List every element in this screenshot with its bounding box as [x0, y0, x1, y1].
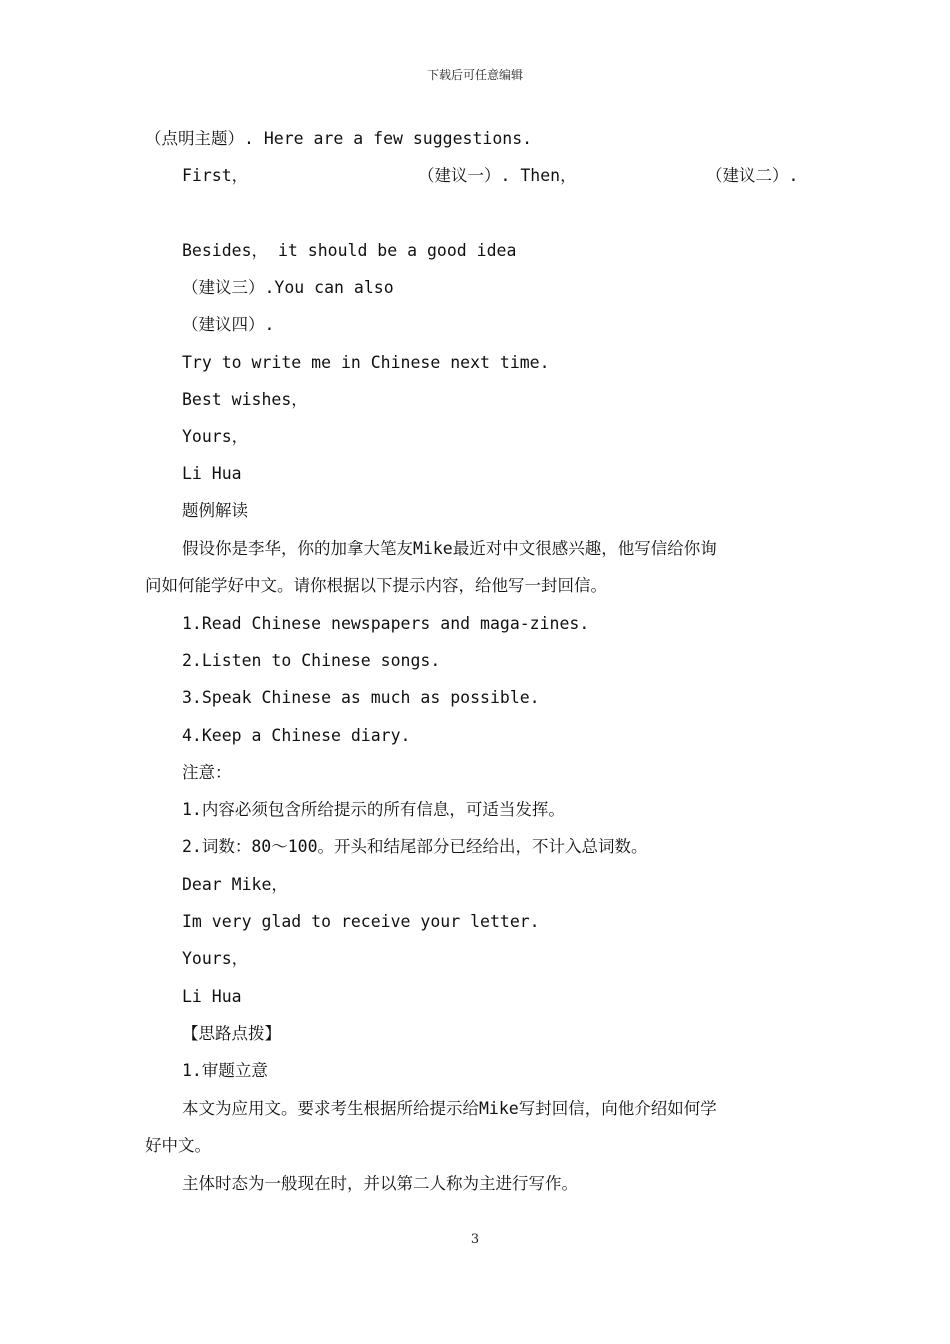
analysis-subheading: 1.审题立意	[182, 1061, 268, 1080]
letter-opening: Im very glad to receive your letter.	[182, 912, 540, 931]
analysis-heading: 【思路点拨】	[182, 1024, 281, 1043]
template-line-suggestion-4: （建议四）.	[182, 315, 275, 334]
letter-closing: Yours，	[182, 949, 249, 968]
tip-item: 1.Read Chinese newspapers and maga-zines.	[182, 614, 590, 633]
tip-item: 2.Listen to Chinese songs.	[182, 651, 441, 670]
page-header: 下载后可任意编辑	[426, 68, 523, 82]
template-line-first: First，	[182, 166, 249, 185]
template-line-topic: （点明主题）. Here are a few suggestions.	[145, 129, 533, 148]
note-item: 2.词数：80～100。开头和结尾部分已经给出，不计入总词数。	[182, 837, 648, 856]
template-line-besides: Besides， it should be a good idea	[182, 241, 517, 260]
tip-item: 3.Speak Chinese as much as possible.	[182, 688, 540, 707]
example-prompt-line-1: 假设你是李华，你的加拿大笔友Mike最近对中文很感兴趣，他写信给你询	[182, 539, 717, 558]
analysis-paragraph-1-line-1: 本文为应用文。要求考生根据所给提示给Mike写封回信，向他介绍如何学	[182, 1099, 717, 1118]
note-item: 1.内容必须包含所给提示的所有信息，可适当发挥。	[182, 800, 565, 819]
template-line-suggestion-1: （建议一）. Then，	[418, 166, 577, 185]
template-line-signature: Li Hua	[182, 464, 242, 483]
page-number: 3	[470, 1232, 480, 1247]
notes-heading: 注意：	[182, 763, 232, 782]
template-line-best-wishes: Best wishes，	[182, 390, 308, 409]
letter-greeting: Dear Mike，	[182, 875, 288, 894]
analysis-paragraph-1-line-2: 好中文。	[145, 1136, 211, 1155]
analysis-paragraph-2: 主体时态为一般现在时，并以第二人称为主进行写作。	[182, 1174, 578, 1193]
template-line-try: Try to write me in Chinese next time.	[182, 353, 550, 372]
example-prompt-line-2: 问如何能学好中文。请你根据以下提示内容，给他写一封回信。	[145, 576, 607, 595]
tip-item: 4.Keep a Chinese diary.	[182, 726, 411, 745]
example-heading: 题例解读	[182, 501, 248, 520]
template-line-yours: Yours，	[182, 427, 249, 446]
letter-signature: Li Hua	[182, 987, 242, 1006]
template-line-suggestion-3: （建议三）.You can also	[182, 278, 394, 297]
template-line-suggestion-2: （建议二）.	[706, 166, 799, 185]
